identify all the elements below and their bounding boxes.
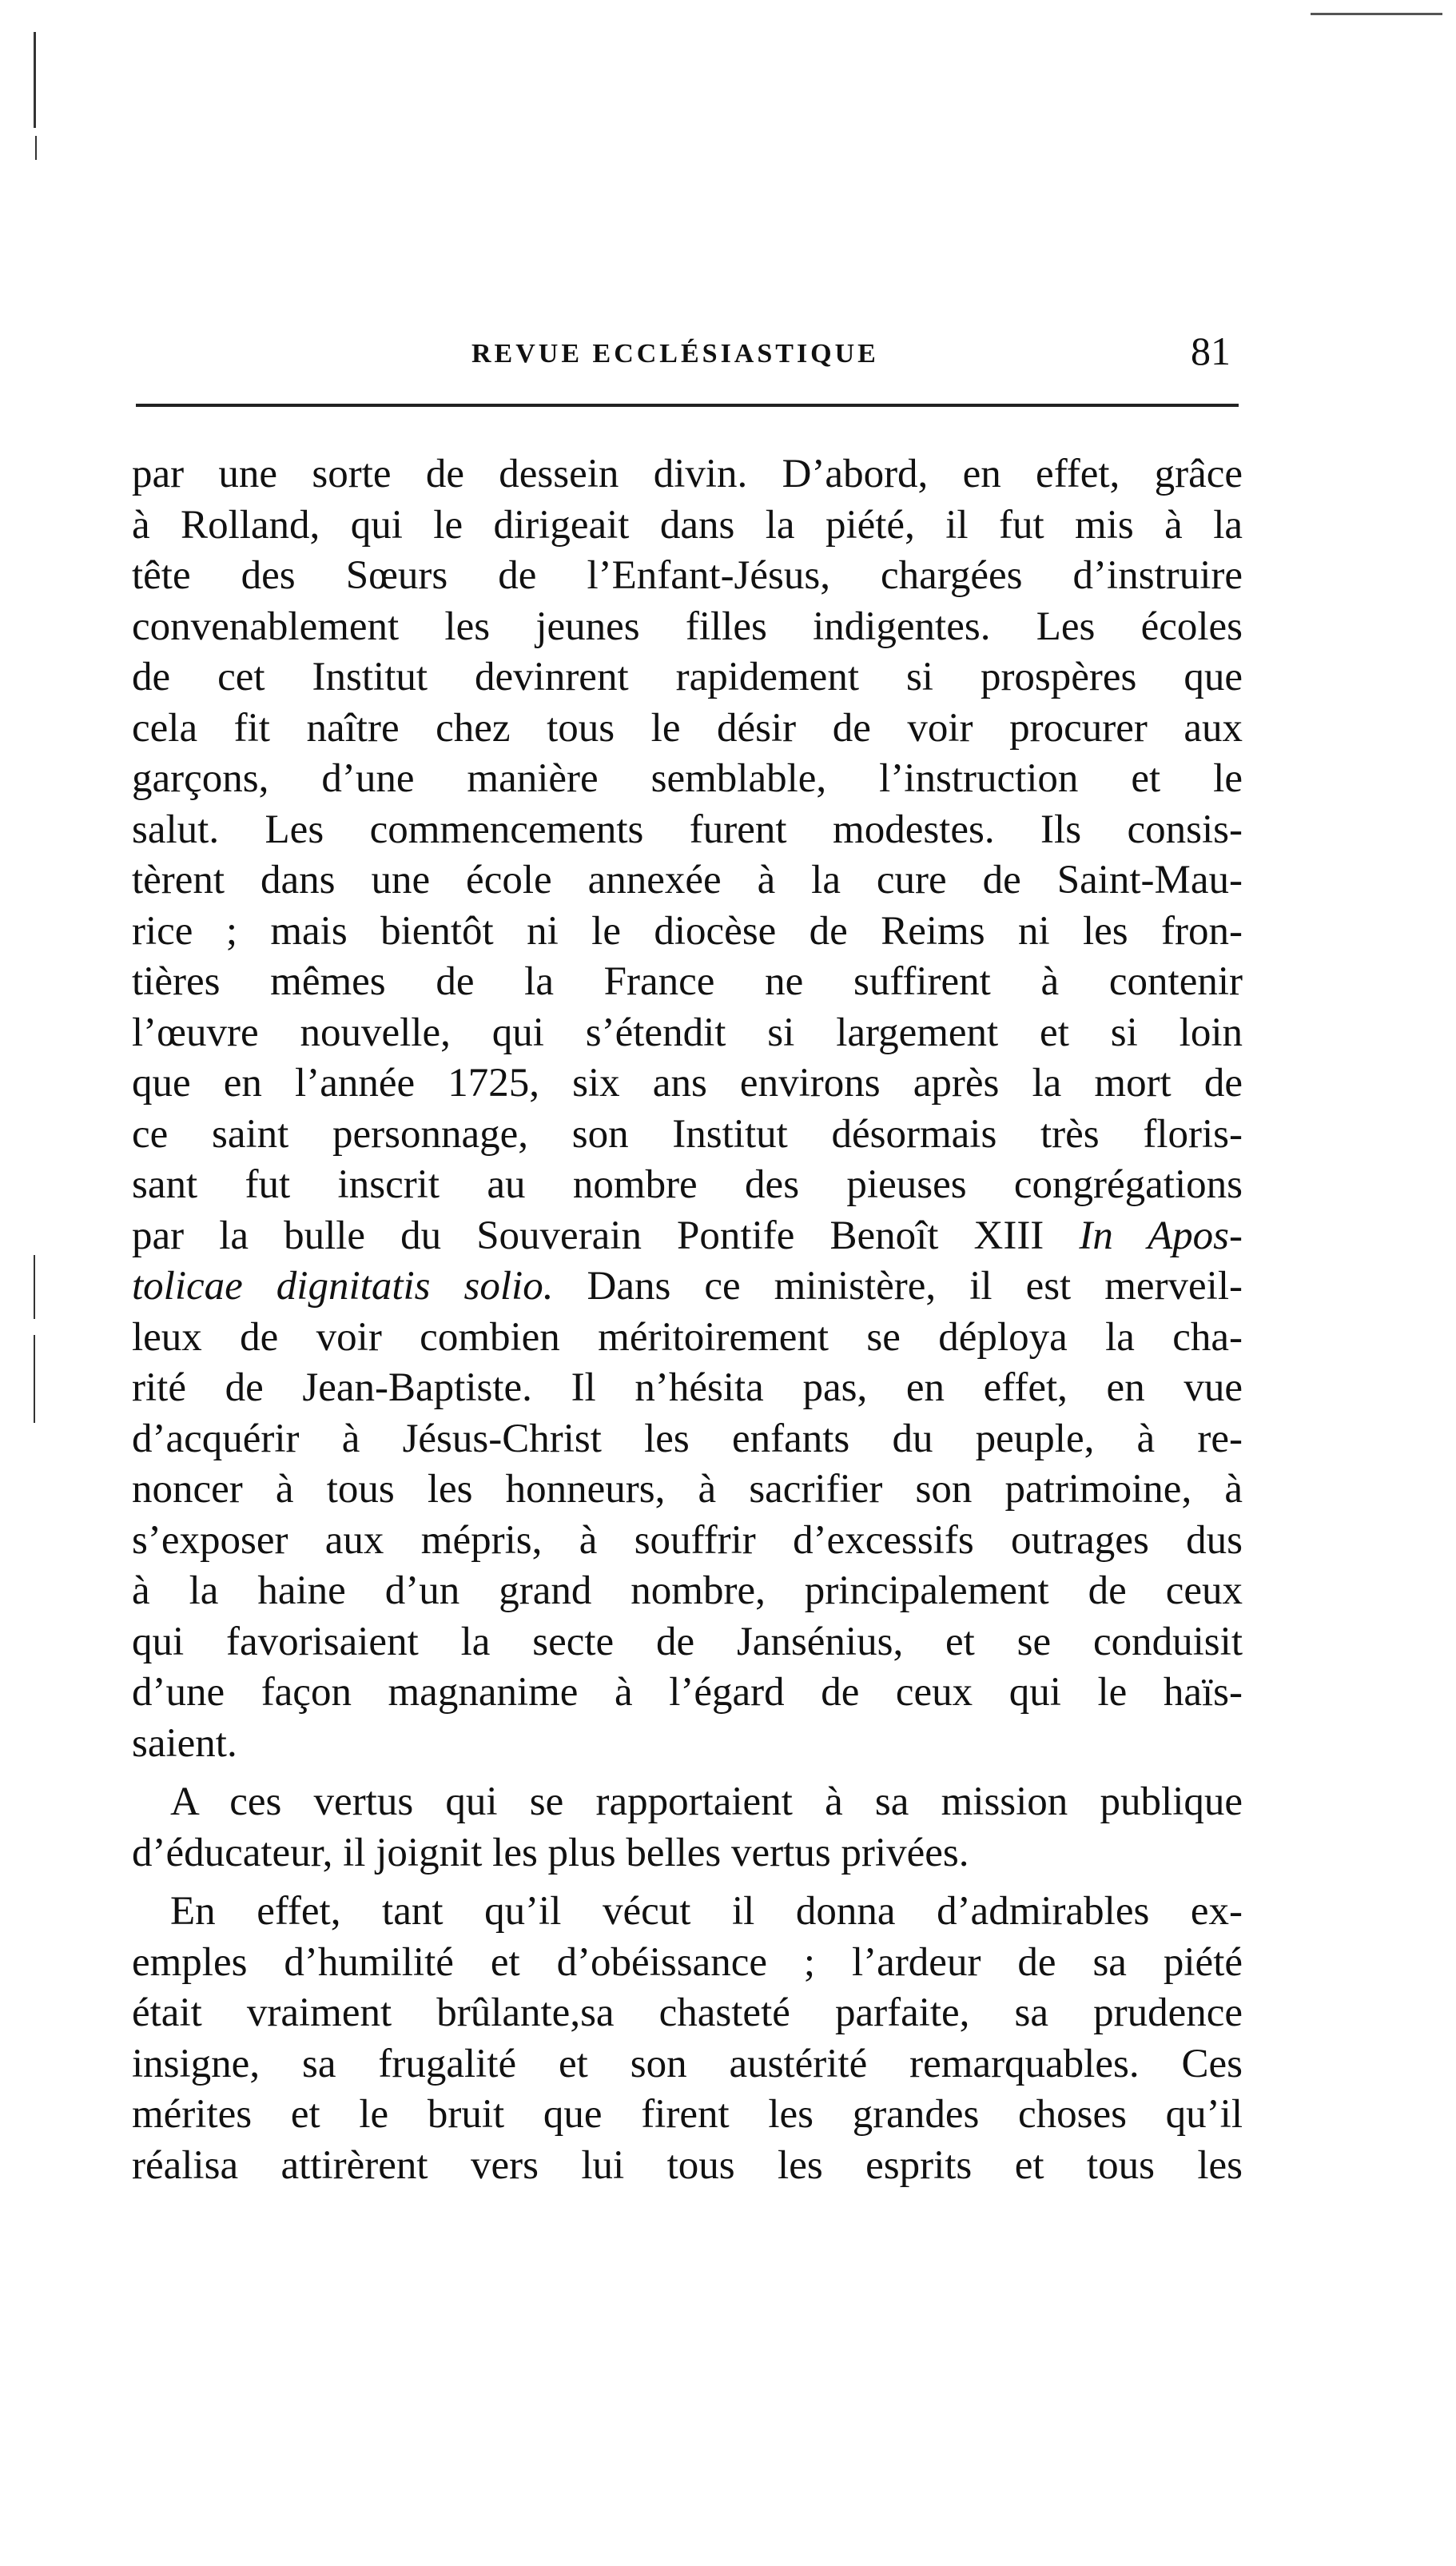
text-line: rité de Jean-Baptiste. Il n’hésita pas, en effet, en vue [132,1365,1243,1410]
text-line: convenablement les jeunes filles indigentes. Les écoles [132,604,1243,649]
paragraph [132,1777,1243,1879]
margin-mark [34,32,36,128]
text-line: par une sorte de dessein divin. D’abord, en effet, grâce [132,452,1243,496]
text-line: réalisa attirèrent vers lui tous les esprits et tous les [132,2142,1243,2188]
text-line: s’exposer aux mépris, à souffrir d’excessifs outrages dus [132,1517,1243,1563]
running-title: REVUE ECCLÉSIASTIQUE [471,339,879,369]
text-line [132,1211,1243,1262]
text-line [132,1261,1243,1313]
paragraph [132,1887,1243,2191]
paragraph [132,449,1243,1769]
margin-mark [35,136,37,160]
text-line: sant fut inscrit au nombre des pieuses congrégations [132,1162,1243,1207]
text-line: d’acquérir à Jésus-Christ les enfants du peuple, à re- [132,1416,1243,1461]
text-line: était vraiment brûlante,sa chasteté parfaite, sa prudence [132,1990,1243,2035]
text-line: l’œuvre nouvelle, qui s’étendit si largement et si loin [132,1010,1243,1055]
text-line: de cet Institut devinrent rapidement si prospères que [132,655,1243,699]
margin-mark [34,1255,35,1319]
corner-rule [1311,13,1442,15]
running-head [136,328,1239,376]
text-line: qui favorisaient la secte de Jansénius, et se conduisit [132,1619,1243,1664]
text-line: rice ; mais bientôt ni le diocèse de Reims ni les fron- [132,908,1243,954]
text-line: que en l’année 1725, six ans environs après la mort de [132,1061,1243,1106]
text-line: à la haine d’un grand nombre, principalement de ceux [132,1568,1243,1613]
paragraph-gap [132,1879,1243,1887]
text-line: tèrent dans une école annexée à la cure de Saint-Mau- [132,858,1243,902]
text-line: saient. [132,1720,237,1766]
text-line: ce saint personnage, son Institut désormais très floris- [132,1111,1243,1157]
paragraph-gap [132,1769,1243,1777]
text-line: d’une façon magnanime à l’égard de ceux qui le haïs- [132,1670,1243,1715]
margin-mark [34,1335,35,1423]
text-line: cela fit naître chez tous le désir de voir procurer aux [132,705,1243,751]
body-text [132,449,1243,2191]
text-line: tête des Sœurs de l’Enfant-Jésus, chargées d’instruire [132,553,1243,598]
text-run: par la bulle du Souverain Pontife Benoît XIII [132,1213,1044,1258]
text-line: à Rolland, qui le dirigeait dans la piété, il fut mis à la [132,502,1243,548]
italic-text: tolicae dignitatis solio. [132,1264,554,1309]
text-line: noncer à tous les honneurs, à sacrifier son patrimoine, à [132,1467,1243,1512]
text-line: En effet, tant qu’il vécut il donna d’admirables ex- [170,1889,1243,1934]
text-run: Dans ce ministère, il est merveil- [587,1264,1243,1309]
text-line: tières mêmes de la France ne suffirent à contenir [132,959,1243,1004]
text-line: d’éducateur, il joignit les plus belles vertus privées. [132,1830,969,1875]
header-rule [136,404,1239,407]
italic-text: In Apos- [1079,1213,1243,1258]
text-line: insigne, sa frugalité et son austérité remarquables. Ces [132,2041,1243,2086]
text-line: leux de voir combien méritoirement se déploya la cha- [132,1314,1243,1360]
text-line: garçons, d’une manière semblable, l’instruction et le [132,756,1243,801]
text-line: emples d’humilité et d’obéissance ; l’ardeur de sa piété [132,1939,1243,1985]
page-number: 81 [1191,329,1231,373]
text-line: A ces vertus qui se rapportaient à sa mission publique [170,1779,1243,1824]
text-line: mérites et le bruit que firent les grandes choses qu’il [132,2092,1243,2137]
text-line: salut. Les commencements furent modestes. Ils consis- [132,807,1243,852]
